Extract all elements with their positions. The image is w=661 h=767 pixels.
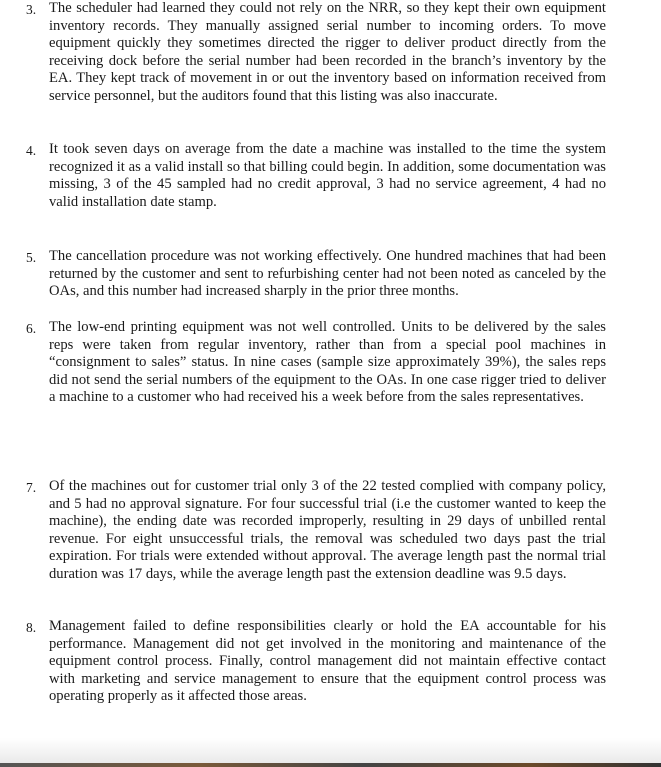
list-item-6 (26, 319, 606, 407)
item-number: 6. (26, 321, 37, 336)
item-text: The low-end printing equipment was not well controlled. Units to be delivered by the sales reps were taken from regular inventory, rather than from a special pool machines in “consignment to sales” status. In nine cases (sample size approximately 39%), the sales reps did not send the serial numbers of the equipment to the OAs. In one case rigger tried to deliver a machine to a customer who had received his a week before from the sales representatives. (49, 319, 606, 406)
item-text: The cancellation procedure was not working effectively. One hundred machines that had been returned by the customer and sent to refurbishing center had not been noted as canceled by the OAs, and this number had increased sharply in the prior three months. (49, 248, 606, 300)
item-number: 8. (26, 620, 37, 635)
item-text: Of the machines out for customer trial only 3 of the 22 tested complied with company policy, and 5 had no approval signature. For four successful trial (i.e the customer wanted to keep the machine), the ending date was recorded improperly, resulting in 29 days of unbilled rental revenue. For eight unsuccessful trials, the removal was scheduled two days past the trial expiration. For trials were extended without approval. The average length past the normal trial duration was 17 days, while the average length past the extension deadline was 9.5 days. (49, 478, 606, 582)
item-text: The scheduler had learned they could not rely on the NRR, so they kept their own equipment inventory records. They manually assigned serial number to incoming orders. To move equipment quickly they sometimes directed the rigger to deliver product directly from the receiving dock before the serial number had been recorded in the branch’s inventory by the EA. They kept track of movement in or out the inventory based on information received from service personnel, but the auditors found that this listing was also inaccurate. (49, 0, 606, 104)
list-item-8 (26, 618, 606, 706)
list-item-4 (26, 141, 606, 211)
item-number: 7. (26, 480, 37, 495)
item-number: 5. (26, 250, 37, 265)
item-text: It took seven days on average from the date a machine was installed to the time the system recognized it as a valid install so that billing could begin. In addition, some documentation was missing, 3 of the 45 sampled had no credit approval, 3 had no service agreement, 4 had no valid installation date stamp. (49, 141, 606, 210)
item-number: 4. (26, 143, 37, 158)
page-bottom-edge (0, 763, 661, 767)
list-item-3 (26, 0, 606, 106)
list-item-5 (26, 248, 606, 301)
item-text: Management failed to define responsibilities clearly or hold the EA accountable for his performance. Management did not get involved in the monitoring and maintenance of the equipment control process. Finally, control management did not maintain effective contact with marketing and service management to ensure that the equipment control process was operating properly as it affected those areas. (49, 618, 606, 705)
list-item-7 (26, 478, 606, 584)
item-number: 3. (26, 2, 37, 17)
